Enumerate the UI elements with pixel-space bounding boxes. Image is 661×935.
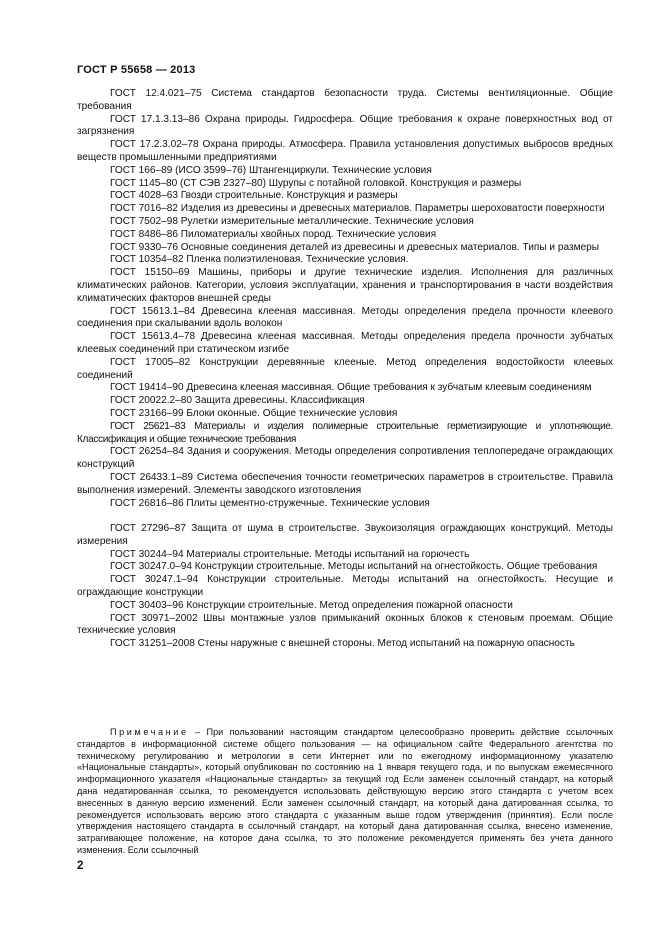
reference-item: ГОСТ 25621–83 Материалы и изделия полимерные строительные герметизирующие и уплотняющие. Классификация и общие технические требования bbox=[77, 420, 613, 445]
reference-item: ГОСТ 15613.4–78 Древесина клееная массивная. Методы определения предела прочности зубчатых клеевых соединений при статическом изгибе bbox=[77, 331, 613, 355]
reference-item: ГОСТ 10354–82 Пленка полиэтиленовая. Технические условия. bbox=[110, 254, 409, 266]
note-text: – При пользовании настоящим стандартом целесообразно проверить действие ссылочных стандартов в информационной системе общего пользования — на официальном сайте Федерального агентства по техническому регулированию и метрологии в сети Интернет или по ежегодному информационному указателю «Национальные стандарты», который опубликован по состоянию на 1 января текущего года, и по выпускам ежемесячного информационного указателя «Национальные стандарты» за текущий год Если заменен ссылочный стандарт, на который дана недатированная ссылка, то рекомендуется использовать действующую версию этого стандарта с учетом всех внесенных в данную версию изменений. Если заменен ссылочный стандарт, на который дана датированная ссылка, то рекомендуется использовать версию этого стандарта с указанным выше годом утверждения (принятия). Если после утверждения настоящего стандарта в ссылочный стандарт, на который дана датированная ссылка, внесено изменение, затрагивающее положение, на которое дана ссылка, то это положение рекомендуется применять без учета данного изменения. Если ссылочный bbox=[77, 727, 613, 855]
reference-item: ГОСТ 30244–94 Материалы строительные. Методы испытаний на горючесть bbox=[110, 548, 470, 560]
reference-item: ГОСТ 15150–69 Машины, приборы и другие технические изделия. Исполнения для различных климатических районов. Категории, условия эксплуатации, хранения и транспортирования в части воздействия климатических факторов внешней среды bbox=[77, 267, 613, 304]
reference-item: ГОСТ 7016–82 Изделия из древесины и древесных материалов. Параметры шероховатости поверхности bbox=[110, 203, 605, 215]
reference-item: ГОСТ 23166–99 Блоки оконные. Общие технические условия bbox=[110, 407, 398, 419]
reference-item: ГОСТ 30247.0–94 Конструкции строительные. Методы испытаний на огнестойкость. Общие требования bbox=[110, 561, 598, 573]
reference-item: ГОСТ 27296–87 Защита от шума в строительстве. Звукоизоляция ограждающих конструкций. Методы измерения bbox=[77, 523, 613, 547]
reference-item: ГОСТ 166–89 (ИСО 3599–76) Штангенциркули. Технические условия bbox=[110, 164, 432, 176]
note-paragraph bbox=[77, 727, 613, 857]
reference-item: ГОСТ 26254–84 Здания и сооружения. Методы определения сопротивления теплопередаче ограждающих конструкций bbox=[77, 446, 613, 471]
reference-item: ГОСТ 30403–96 Конструкции строительные. Метод определения пожарной опасности bbox=[110, 599, 513, 611]
reference-item: ГОСТ 26433.1–89 Система обеспечения точности геометрических параметров в строительстве. Правила выполнения измерений. Элементы заводского изготовления bbox=[77, 471, 613, 496]
document-header: ГОСТ Р 55658 — 2013 bbox=[77, 64, 196, 76]
reference-item: ГОСТ 8486–86 Пиломатериалы хвойных пород. Технические условия bbox=[110, 228, 437, 240]
reference-item: ГОСТ 19414–90 Древесина клееная массивная. Общие требования к зубчатым клеевым соединениям bbox=[110, 382, 592, 394]
reference-item: ГОСТ 17.1.3.13–86 Охрана природы. Гидросфера. Общие требования к охране поверхностных вод от загрязнения bbox=[77, 113, 613, 138]
reference-item: ГОСТ 12.4.021–75 Система стандартов безопасности труда. Системы вентиляционные. Общие требования bbox=[77, 88, 613, 112]
reference-item: ГОСТ 26816–86 Плиты цементно-стружечные. Технические условия bbox=[110, 497, 430, 509]
reference-item: ГОСТ 17005–82 Конструкции деревянные клееные. Метод определения водостойкости клеевых соединений bbox=[77, 356, 613, 381]
reference-item: ГОСТ 15613.1–84 Древесина клееная массивная. Методы определения предела прочности клеевого соединения при скалывании вдоль волокон bbox=[77, 305, 613, 330]
reference-item: ГОСТ 20022.2–80 Защита древесины. Классификация bbox=[110, 395, 365, 407]
normative-references-list bbox=[77, 88, 613, 651]
reference-item: ГОСТ 1145–80 (СТ СЭВ 2327–80) Шурупы с потайной головкой. Конструкция и размеры bbox=[110, 177, 522, 189]
reference-item: ГОСТ 30247.1–94 Конструкции строительные. Методы испытаний на огнестойкость. Несущие и ограждающие конструкции bbox=[77, 574, 613, 599]
reference-item: ГОСТ 9330–76 Основные соединения деталей из древесины и древесных материалов. Типы и размеры bbox=[110, 241, 599, 253]
reference-item: ГОСТ 17.2.3.02–78 Охрана природы. Атмосфера. Правила установления допустимых выбросов вредных веществ промышленными предприятиями bbox=[77, 139, 613, 163]
reference-item: ГОСТ 4028–63 Гвозди строительные. Конструкция и размеры bbox=[110, 190, 398, 202]
reference-item: ГОСТ 30971–2002 Швы монтажные узлов примыканий оконных блоков к стеновым проемам. Общие технические условия bbox=[77, 612, 613, 637]
reference-item: ГОСТ 31251–2008 Стены наружные с внешней стороны. Метод испытаний на пожарную опасность bbox=[110, 638, 575, 650]
reference-item: ГОСТ 7502–98 Рулетки измерительные металлические. Технические условия bbox=[110, 215, 474, 227]
note-label: Примечание bbox=[110, 727, 189, 737]
page-number: 2 bbox=[77, 860, 84, 872]
